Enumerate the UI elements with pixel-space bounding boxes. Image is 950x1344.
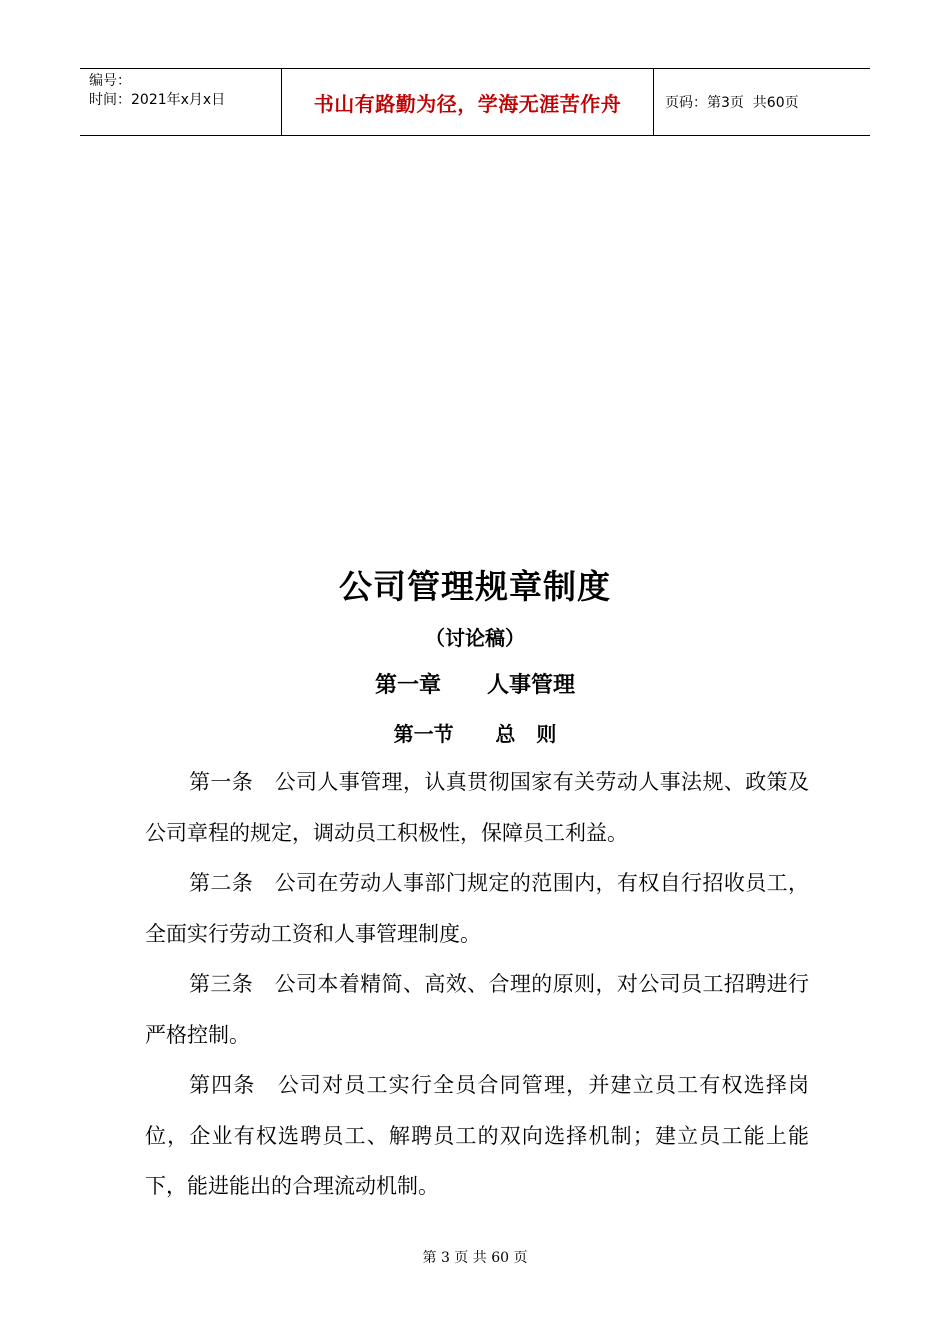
time-label: 时间：2021年x月x日 [89,92,226,108]
document-title: 公司管理规章制度 [339,567,611,606]
header-meta-cell [80,69,282,135]
page-footer: 第 3 页 共 60 页 [422,1250,528,1266]
article-label: 第二条 [189,871,254,895]
header-motto-cell [282,69,654,135]
article-text: 公司人事管理，认真贯彻国家有关劳动人事法规、政策及公司章程的规定，调动员工积极性，保障员工利益。 [145,770,810,845]
article-text: 公司在劳动人事部门规定的范围内，有权自行招收员工，全面实行劳动工资和人事管理制度。 [145,871,810,946]
article-text: 公司本着精简、高效、合理的原则，对公司员工招聘进行严格控制。 [145,972,810,1047]
chapter-heading: 第一章 人事管理 [375,673,575,698]
document-body [145,757,809,1212]
number-label: 编号： [89,73,131,89]
section-heading: 第一节 总 则 [393,722,557,746]
header-motto: 书山有路勤为径，学海无涯苦作舟 [313,91,622,116]
article-paragraph [145,757,809,858]
header-page-info: 页码：第3页 共60页 [665,95,799,111]
document-subtitle: （讨论稿） [425,626,525,650]
article-label: 第一条 [189,770,254,794]
article-paragraph [145,1060,809,1212]
article-text: 公司对员工实行全员合同管理，并建立员工有权选择岗位，企业有权选聘员工、解聘员工的双向选择机制；建立员工能上能下，能进能出的合理流动机制。 [145,1073,810,1198]
document-header [80,68,870,136]
header-page-cell [654,69,870,135]
article-paragraph [145,858,809,959]
article-label: 第四条 [189,1073,256,1097]
article-paragraph [145,959,809,1060]
article-label: 第三条 [189,972,254,996]
